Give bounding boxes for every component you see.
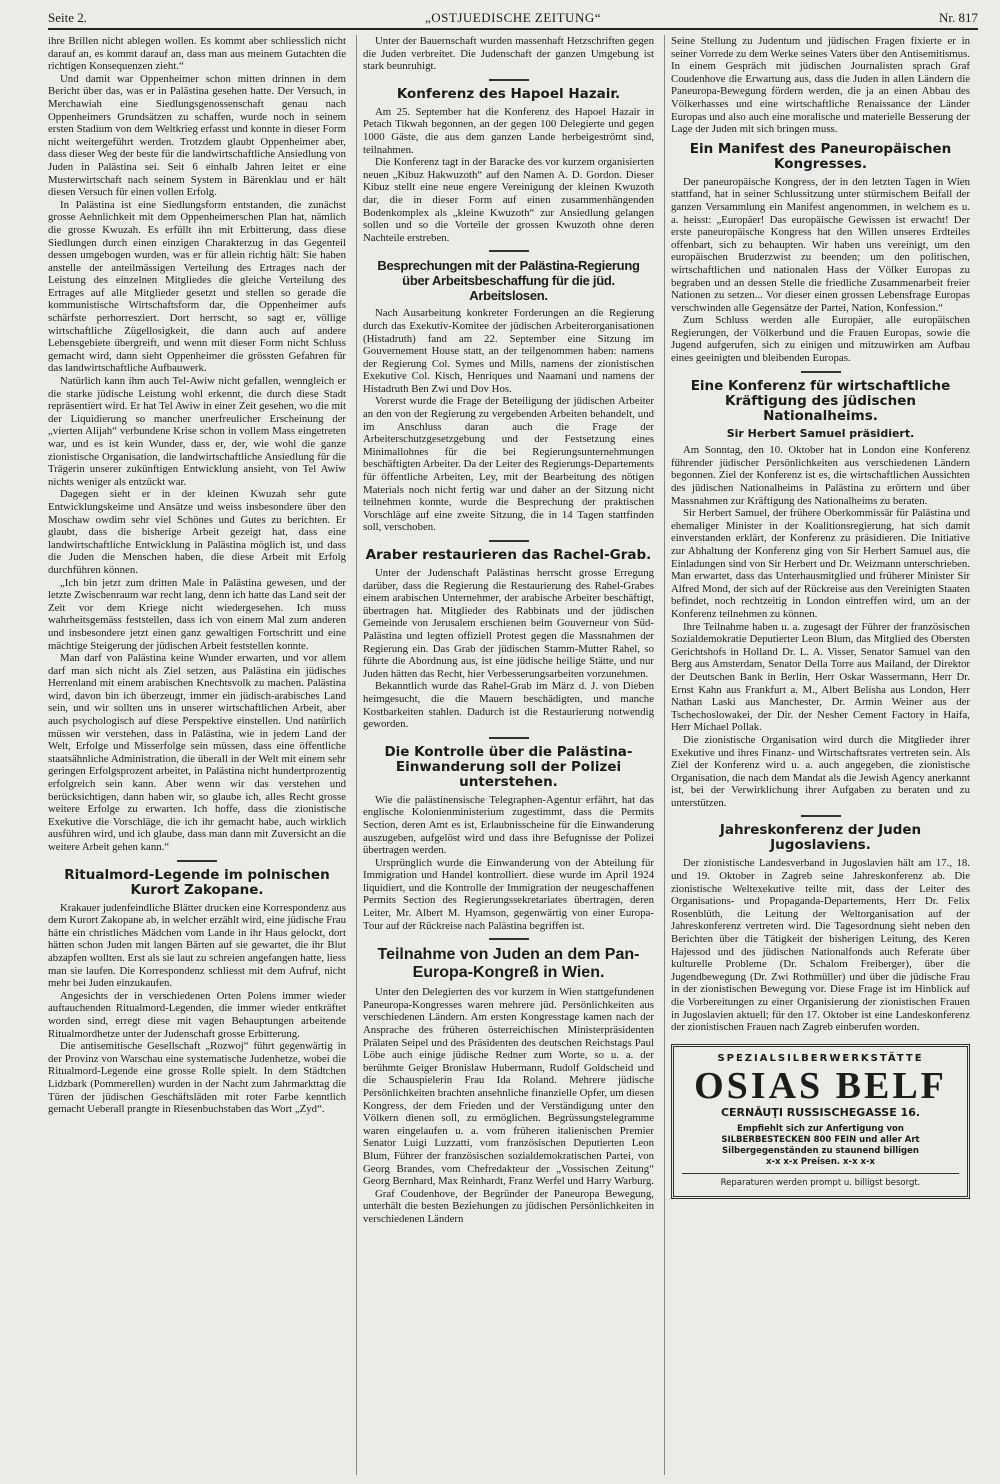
paragraph: Ursprünglich wurde die Einwanderung von der Abteilung für Immigration und Handel kontrolliert. diese wurde im April 1924 liquidiert, und die Kontrolle der Immigration der neugeschaffenen Permits Section des Regierungssekretariates übertragen, deren Leiter, Mr. Albert M. Hyamson, gegenwärtig von einer Europa-Tour auf der Rückreise nach Palästina begriffen ist. (363, 856, 654, 932)
paragraph: Natürlich kann ihm auch Tel-Awiw nicht gefallen, wenngleich er die starke jüdische Leistung wohl erkennt, die durch diese Stadt repräsentiert wird. Er hat Tel Awiw in einer Zeit gesehen, wo die mit der Liquidierung so mancher unerfreulicher Erscheinung der „vierten Alijah“ verbundene Krise schon in vollem Mass eingetreten war, und es ist kein Wunder, dass er, der, wie wohl die ganze zionistische Organisation, die landwirtschaftliche Ansiedlung für die Trägerin unserer zukünftigen Entwicklung ansieht, von Tel Awiw nichts weniger als entzückt war. (48, 375, 346, 488)
article-columns (48, 35, 978, 1475)
paragraph: Vorerst wurde die Frage der Beteiligung der jüdischen Arbeiter an den von der Regierung zu vergebenden Arbeiten behandelt, und im Anschluss daran auch die Frage der Arbeiterschutzgesetzgebung und der Festsetzung eines Minimallohnes für die bei Regierungsunternehmungen beschäftigten Arbeiter. Da der Leiter des Regierungs-Departements für öffentliche Arbeiten, Ley, mit der Bearbeitung des nötigen Materials noch nicht fertig war und daher an der Sitzung nicht teilnehmen konnte, wurde die Besprechung der praktischen Vorschläge auf eine zweite Sitzung, die in 14 Tagen stattfinden soll, verschoben. (363, 395, 654, 534)
newspaper-title: „OSTJUEDISCHE ZEITUNG“ (424, 10, 601, 25)
page-number: Seite 2. (48, 10, 87, 25)
paragraph: In Palästina ist eine Siedlungsform entstanden, die zunächst grosse Aehnlichkeit mit dem Oppenheimerschen Plan hat, nämlich die grosse Kwuzah. Es erfüllt ihn mit Erbitterung, dass diese Siedlungen durch einen einzigen Charakterzug in das Gegenteil dessen umgebogen wurden, was er für allein richtig hält: Sie haben anstelle der anteilmässigen Verteilung des Ertrages nach der Leistung des einzelnen Mitgliedes die gleiche Verteilung des Ertrages auf alle Mitglieder gesetzt und stellen so gerade die kommunistische Wirtschaftsform dar, die Oppenheimer aufs schärfste perhorresziert. Dort herrscht, so sagt er, völlige wirtschaftliche Zügellosigkeit, die dann auch auf andere Lebensgebiete übergreift, und wenn mit dieser Form nicht Schluss gemacht wird, dann sieht Oppenheimer die grössten Gefahren für das landwirtschaftliche Aufbauwerk. (48, 198, 346, 375)
paragraph: „Ich bin jetzt zum dritten Male in Palästina gewesen, und der letzte Zwischenraum war recht lang, denn ich hatte das Land seit der Zeit vor dem Kriege nicht wiedergesehen. Ich muss wahrheitsgemäss feststellen, dass ich von einem Mal zum anderen und insbesondere jetzt einen ganz gewaltigen Fortschritt und eine mächtige Steigerung der jüdischen Arbeit feststellen konnte. (48, 576, 346, 652)
paragraph: Die antisemitische Gesellschaft „Rozwoj“ führt gegenwärtig in der Provinz von Warschau eine systematische Judenhetze, wobei die Ritualmord-Legende eine grosse Rolle spielt. In dem Städtchen Lidzbark (Pommerellen) wurden in der Nacht zum Jahrmarkttag die Türen der jüdischen Geschäftsläden mit roter Farbe kenntlich gemacht Ueberall prangte in Riesenbuchstaben das Wort „Zyd“. (48, 1040, 346, 1116)
paragraph: Der zionistische Landesverband in Jugoslavien hält am 17., 18. und 19. Oktober in Zagreb seine Jahreskonferenz ab. Die zionistische Weltexekutive teilte mit, dass der Leiter des Organisations- und Propaganda-Departements, Herr Dr. Felix Rosenblüth, die Leitung der Weltorganisation auf der Jahreskonferenz vertreten wird. Die Tagesordnung sieht neben den Berichten über die Tätigkeit der bisherigen Leitung, des Keren Hajessod und des jüdischen Nationalfonds auch Referate über kulturelle Probleme (Dr. Schalom Freiberger), über die Jugendbewegung (Dr. Zwi Rothmüller) und über die jüdische Frau in der zionistischen Bewegung vor. Diese Frage ist im Hinblick auf die Vorbereitungen zu einer Organisierung der zionistischen Frauen in Jugoslavien aktuell; für den 17. Oktober ist eine Landeskonferenz der zionistischen Frauen nach Zagreb einberufen worden. (671, 857, 970, 1034)
divider (801, 815, 841, 817)
ad-line: Silbergegenständen zu staunend billigen (722, 1145, 919, 1156)
headline-jugoslavien: Jahreskonferenz der Juden Jugoslaviens. (719, 822, 922, 854)
ad-line: SILBERBESTECKEN 800 FEIN und aller Art (721, 1134, 920, 1145)
paragraph: Seine Stellung zu Judentum und jüdischen Fragen fixierte er in seiner Vorrede zu dem Werke seines Vaters über den Antisemitismus. In einem Gespräch mit jüdischen Journalisten sprach Graf Coudenhove die Erwartung aus, dass die Juden in allen Ländern die Paneuropa-Bewegung fördern werden, die ja an einen Abbau des Völkerhasses und eine wirtschaftliche Renaissance der Länder Europas und also auch eine moralische und materielle Besserung der Lage der Juden mit sich bringen muss. (671, 35, 970, 136)
paragraph: Am 25. September hat die Konferenz des Hapoel Hazair in Petach Tikwah begonnen, an der gegen 100 Delegierte und gegen 1000 Gäste, die aus dem ganzen Lande herbeigeströmt sind, teilnahmen. (363, 105, 654, 156)
paragraph: Nach Ausarbeitung konkreter Forderungen an die Regierung durch das Exekutiv-Komitee der jüdischen Arbeiterorganisationen (Histadruth) fand am 22. September eine Sitzung im Gouvernement House statt, an der teilgenommen haben: namens der Regierung Col. Symes und Mills, namens der zionistischen Exekutive Col. Kisch, Henriques und Naamani und namens der Histadruth Ben Zwi und Dov Hos. (363, 307, 654, 395)
headline-ritualmord: Ritualmord-Legende im polnischen Kurort Zakopane. (64, 866, 330, 898)
headline-rachel-grab: Araber restaurieren das Rachel-Grab. (365, 547, 652, 563)
paragraph: Unter den Delegierten des vor kurzem in Wien stattgefundenen Paneuropa-Kongresses waren mehrere jüd. Persönlichkeiten aus verschiedenen Ländern. Am ersten Kongresstage kamen nach der Ansprache des früheren österreichischen Ministerpräsidenten Prälaten Seipel und des Präsidenten des deutschen Reichstags Paul Löbe auch einige jüdische Redner zum Worte, so u. a. der berühmte Geiger Bronislaw Hubermann, Rudolf Goldscheid und die Schauspielerin Frau Ida Roland. Mehrere jüdische Persönlichkeiten brachten ansehnliche finanzielle Opfer, um diesen Kongress, der dem Frieden und der Verständigung unter den Völkern dienen soll, zu ermöglichen. Begrüssungstelegramme waren eingelaufen u. a. vom früheren italienischen Premier Senator Luigi Luzzatti, vom französischen Deputierten Leon Blum, Führer der französischen sozialdemokratischen Partei, von Georg Brandes, vom Chefredakteur der „Vossischen Zeitung“ Georg Bernhard, Max Reinhardt, Franz Werfel und Harry Warburg. (363, 986, 654, 1188)
paragraph: Bekanntlich wurde das Rahel-Grab im März d. J. von Dieben heimgesucht, die die Mauern beschädigten, und manche Kostbarkeiten stahlen. Dadurch ist die Restaurierung notwendig geworden. (363, 680, 654, 731)
subheadline-samuel: Sir Herbert Samuel präsidiert. (726, 426, 915, 440)
paragraph: ihre Brillen nicht ablegen wollen. Es kommt aber schliesslich nicht darauf an, es kommt darauf an, dass man aus meinem Gutachten die richtigen Konsequenzen zieht.“ (48, 35, 346, 73)
paragraph: Unter der Bauernschaft wurden massenhaft Hetzschriften gegen die Juden verbreitet. Die Judenschaft der ganzen Umgebung ist stark beunruhigt. (363, 35, 654, 73)
paragraph: Die zionistische Organisation wird durch die Mitglieder ihrer Exekutive und ihres Finanz- und Wirtschaftsrates vertreten sein. Als Ziel der Konferenz wird u. a. auch angegeben, die zionistische Organisation, die nach dem Mandat als die Jewish Agency anerkannt ist, bei der Verwirklichung ihrer Aufgaben zu beraten und zu unterstützen. (671, 733, 970, 809)
paragraph: Unter der Judenschaft Palästinas herrscht grosse Erregung darüber, dass die Regierung die Restaurierung des Rahel-Grabes einem arabischen Unternehmer, der arabische Arbeiter beschäftigt, übertragen hat. Mitglieder des Rabbinats und der jüdischen Gemeinde von Jerusalem erschienen beim Gouverneur von Süd-Palästina und legten offiziell Protest gegen die Massnahmen der Regierung ein. Das Grab der jüdischen Stamm-Mutter Rahel, so führte die Abordnung aus, ist eine jüdische heilige Stätte, und nur Juden hätten das Recht, hier Verbesserungsarbeiten vorzunehmen. (363, 567, 654, 680)
ad-body (682, 1124, 959, 1168)
ad-line: x-x x-x Preisen. x-x x-x (765, 1156, 875, 1167)
paragraph: Der paneuropäische Kongress, der in den letzten Tagen in Wien stattfand, hat in seiner Schlussitzung unter stürmischem Beifall der ganzen Versammlung ein Manifest angenommen, in welchem es u. a. heisst: „Europäer! Das europäische Gewissen ist erwacht! Der erste paneuropäische Kongress hat den Willen unseres Erdteiles offenbart, sich zu behaupten. Wir haben uns vereinigt, um den europäischen Bruderzwist zu beenden; um den politischen, wirtschaftlichen und nationalen Hass der Völker Europas zu begraben und an dessen Stelle die friedliche Zusammenarbeit freier Nationen zu setzen... Vor dieser einen grossen Lebensfrage Europas verschwinden alle Gegensätze der Partei, Nation, Konfession.“ (671, 175, 970, 314)
headline-pan-europa: Teilnahme von Juden an dem Pan-Europa-Kongreß in Wien. (377, 946, 640, 982)
paragraph: Graf Coudenhove, der Begründer der Paneuropa Bewegung, unterhält die besten Beziehungen zu jüdischen Persönlichkeiten in verschiedenen Ländern (363, 1187, 654, 1225)
paragraph: Krakauer judenfeindliche Blätter drucken eine Korrespondenz aus dem Kurort Zakopane ab, in welcher erzählt wird, eine jüdische Frau hätte ein christliches Mädchen vom Lande in ihr Haus gelockt, dort hätten schon Juden mit langen Bärten auf sie gewartet, die ihr Blut abzapfen wollten. Erst als sie laut zu schreien angefangen hatte, liess man sie laufen. Die Korrespondenz schliesst mit dem Aufruf, nicht mehr bei Juden einzukaufen. (48, 901, 346, 990)
divider (177, 860, 217, 862)
ad-company-name: OSIAS BELF (694, 1065, 947, 1108)
ad-heading: SPEZIALSILBERWERKSTÄTTE (717, 1052, 924, 1064)
paragraph: Zum Schluss werden alle Europäer, alle europäischen Regierungen, der Völkerbund und die Frauen Europas, sowie die Jugend aufgerufen, sich zu einigen und mitzuwirken am Aufbau eines geeinigten und bleibenden Europas. (671, 314, 970, 365)
divider (489, 250, 529, 252)
column-left (48, 35, 346, 1475)
advertisement-osias-belf (671, 1044, 970, 1199)
divider (489, 540, 529, 542)
ad-address: CERNĂUŢI RUSSISCHEGASSE 16. (720, 1106, 921, 1120)
paragraph: Sir Herbert Samuel, der frühere Oberkommissär für Palästina und ehemaliger Minister in der Koalitionsregierung, hat sich damit einverstanden erklärt, der Konferenz zu präsidieren. Die Initiative zur Abhaltung der Konferenz ging von Sir Herbert Samuel aus, die Einladungen sind von Sir Herbert und Dr. Weizmann unterschrieben. Man erwartet, dass das Unterhausmitglied und früherer Minister Sir Alfred Mond, der sich auf der Rückreise aus den Vereinigten Staaten befindet, noch rechtzeitig in London eintreffen wird, um an der Konferenz teilnehmen zu können. (671, 507, 970, 620)
headline-manifest: Ein Manifest des Paneuropäischen Kongresses. (689, 140, 952, 172)
headline-kontrolle: Die Kontrolle über die Palästina-Einwanderung soll der Polizei unterstehen. (384, 743, 633, 790)
column-right (664, 35, 970, 1475)
paragraph: Die Konferenz tagt in der Baracke des vor kurzem organisierten neuen „Kibuz Hakwuzoth“ auf den Namen A. D. Gordon. Dieser Kibuz stellt eine neue engere Vereinigung der kleinen Kwuzoth dar, die in dieser Form auf einen zusammenhängenden Bodenkomplex als „kleine Kwuzoth“ zur Ansiedlung gelangen sollen und so die Vorteile der grossen Kwuzoth ohne deren Nachteile erstreben. (363, 156, 654, 244)
divider (489, 79, 529, 81)
page-header (48, 10, 978, 30)
headline-konferenz-nationalheim: Eine Konferenz für wirtschaftliche Kräftigung des jüdischen Nationalheims. (690, 377, 951, 424)
paragraph: Am Sonntag, den 10. Oktober hat in London eine Konferenz führender jüdischer Persönlichkeiten aus verschiedenen Ländern begonnen. Ziel der Konferenz ist es, die wirtschaftlichen Aussichten des jüdischen Nationalheims in Palästina zu erörtern und über Massnahmen zur Kräftigung des Nationalheims zu beraten. (671, 444, 970, 507)
divider (489, 737, 529, 739)
column-middle (356, 35, 654, 1475)
ad-line: Empfiehlt sich zur Anfertigung von (737, 1123, 904, 1134)
paragraph: Ihre Teilnahme haben u. a. zugesagt der Führer der französischen Sozialdemokratie Deputierter Leon Blum, das Mitglied des Obersten Gerichtshofs in Holland Dr. L. A. Visser, Senator Samuel van den Berg aus Amsterdam, Senator Della Torre aus Mailand, der Direktor der Deutschen Bank in Berlin, Herr Oskar Wassermann, Herr Dr. Ernst Kahn aus Frankfurt a. M., Albert Belisha aus London, Herr Nathan Laski aus Manchester, Dr. Armin Weiner aus der Tschechoslowakei, der Dir. der Nesher Cement Factory in Haifa, Herr Michael Pollak. (671, 620, 970, 734)
headline-hapoel-hazair: Konferenz des Hapoel Hazair. (396, 85, 621, 102)
divider (801, 371, 841, 373)
issue-number: Nr. 817 (938, 10, 978, 25)
paragraph: Man darf von Palästina keine Wunder erwarten, und vor allem darf man sich nicht als Ziel setzen, aus Palästina ein jüdisches Herrenland mit einem arabischen Knechtsvolk zu machen. Palästina wird, davon bin ich überzeugt, immer ein jüdisch-arabisches Land sein, und wir sollten uns in unserer wirtschaftlichen Arbeit, aber auch psychologisch auf diese Perspektive einstellen. Und natürlich müssen wir verstehen, dass in Palästina, wie in jedem Land der Welt, Erfolge und Misserfolge sein müssen, dass eine öffentliche staatsähnliche Administration, die überall in der Welt mit einem sehr geringen Erfolgsprozent arbeitet, in Palästina nicht hundertprozentig erfolgreich sein kann. Aber wenn wir das verstehen und berücksichtigen, dann haben wir, so glaube ich, alles Recht grosse weitere Erfolge zu erwarten. Ich hoffe, dass die zionistische Exekutive die Vorschläge, die ich ihr gemacht habe, auch wirklich ausführen wird, und ich glaube, dass man dann mit Zuversicht an die weitere Arbeit gehen kann.“ (48, 652, 346, 853)
paragraph: Angesichts der in verschiedenen Orten Polens immer wieder auftauchenden Ritualmord-Legenden, die immer wieder entkräftet worden sind, erregt diese mit vagen Behauptungen arbeitende Ritualmordhetze unter der Judenschaft grosse Erbitterung. (48, 989, 346, 1040)
paragraph: Wie die palästinensische Telegraphen-Agentur erfährt, hat das englische Kolonienministerium zugestimmt, dass die Permits Section, deren Amt es ist, Erlaubnisscheine für die Einwanderung auszugeben, aufgelöst wird und dass ihre Befugnisse der Polizei übertragen werden. (363, 793, 654, 857)
headline-besprechungen: Besprechungen mit der Palästina-Regierung über Arbeitsbeschaffung für die jüd. Arbeitslosen. (377, 258, 640, 304)
divider (489, 938, 529, 940)
paragraph: Dagegen sieht er in der kleinen Kwuzah sehr gute Entwicklungskeime und Ansätze und weiss insbesondere über den Moschaw owdim sehr viel Schönes und Gutes zu berichten. Er glaubt, dass die bisherige Arbeit gezeigt hat, dass eine landwirtschaftliche Entwicklung in Palästina möglich ist, und dass die Juden die Menschen haben, die diese Arbeit mit Erfolg durchführen können. (48, 488, 346, 576)
ad-footer: Reparaturen werden prompt u. billigst besorgt. (682, 1173, 959, 1190)
paragraph: Und damit war Oppenheimer schon mitten drinnen in dem Bericht über das, was er in Palästina gesehen hatte. Der Versuch, in Merchawiah eine Siedlungsgenossenschaft genau nach Oppenheimers Grundsätzen zu schaffen, wurde noch in seinem ersten Stadium von dem Weltkrieg erfasst und konnte in dieser Form nicht weitergeführt werden. Trotzdem glaubt Oppenheimer aber, dass dieser Weg der beste für die landwirtschaftliche Ansiedlung von Juden in Palästina sei. Seit 6 einhalb Jahren leitet er eine Musterwirtschaft nach seinem System in Bärenklau und er hält diesen Versuch für einen vollen Erfolg. (48, 72, 346, 199)
